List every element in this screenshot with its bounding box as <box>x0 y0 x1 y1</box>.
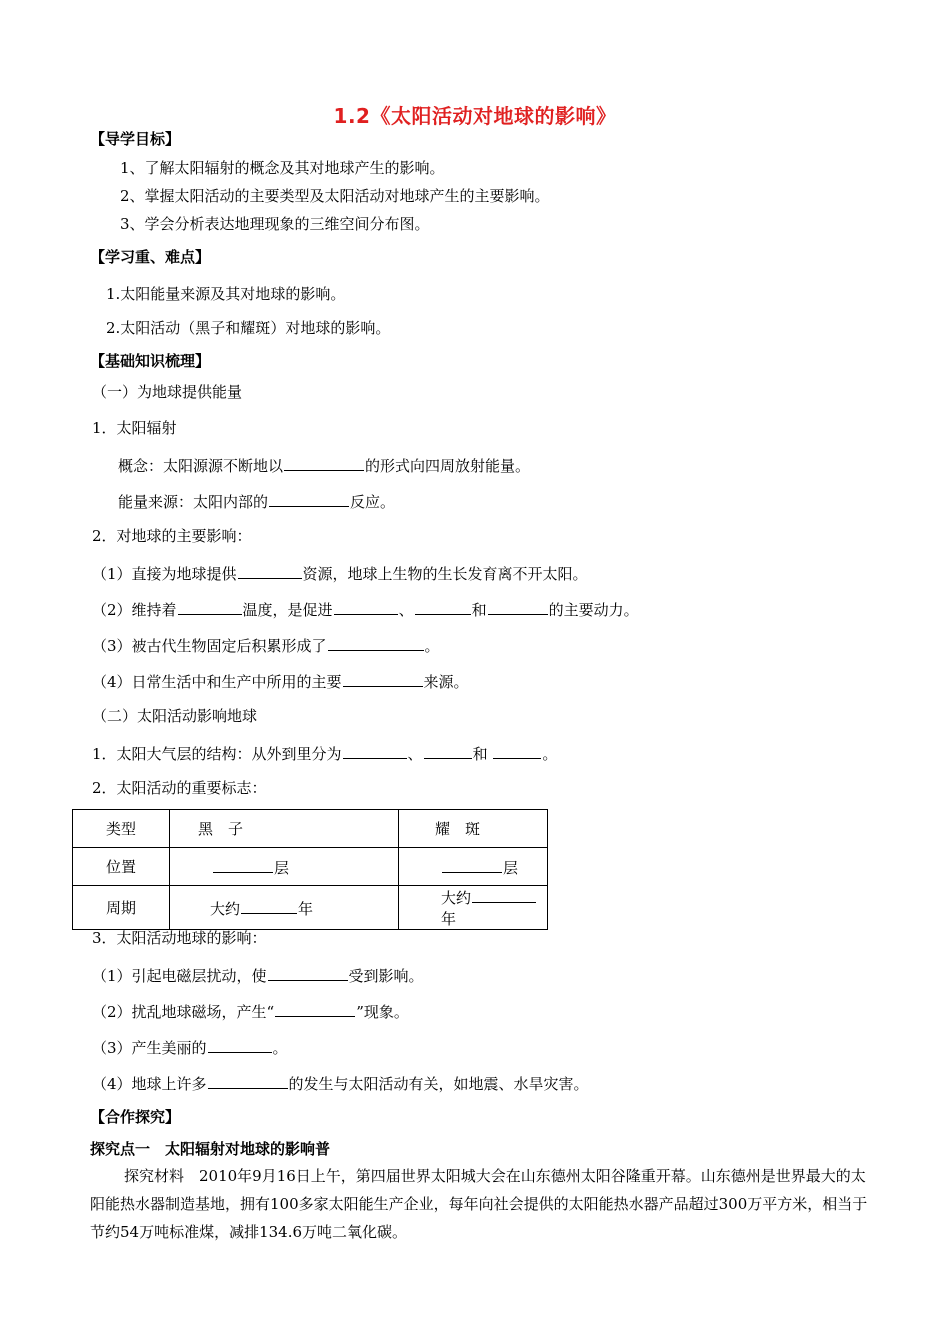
atmo-blank-3[interactable] <box>493 742 541 759</box>
inf2-text-2: 温度，是促进 <box>242 601 333 619</box>
energy-text-1: 能量来源：太阳内部的 <box>118 493 269 511</box>
table-cell-type: 类型 <box>73 810 170 848</box>
influence-2 <box>92 598 639 620</box>
table-cell-flare-position <box>399 848 548 886</box>
concept-text-2: 的形式向四周放射能量。 <box>365 457 531 475</box>
energy-text-2: 反应。 <box>350 493 396 511</box>
table-cell-sunspot-period <box>170 886 399 930</box>
table-cell-flare-period <box>399 886 548 930</box>
part2-title: （二）太阳活动影响地球 <box>92 707 258 725</box>
flare-layer-blank[interactable] <box>442 856 502 873</box>
table-cell-position-label: 位置 <box>73 848 170 886</box>
concept-line <box>118 454 530 476</box>
eff1-blank[interactable] <box>268 964 348 981</box>
eff4-blank[interactable] <box>208 1072 288 1089</box>
table-row-header <box>73 810 548 848</box>
eff4-text-1: （4）地球上许多 <box>92 1075 207 1093</box>
atmosphere-line <box>92 742 557 764</box>
atmo-text-4: 。 <box>542 745 558 763</box>
sunspot-layer-text: 层 <box>274 858 290 877</box>
marks-title: 2．太阳活动的重要标志： <box>92 779 267 797</box>
goals-heading: 【导学目标】 <box>90 130 181 148</box>
inf1-blank[interactable] <box>238 562 302 579</box>
eff3-text-1: （3）产生美丽的 <box>92 1039 207 1057</box>
concept-blank[interactable] <box>284 454 364 471</box>
effect-3 <box>92 1036 288 1058</box>
flare-period-blank[interactable] <box>472 886 536 903</box>
flare-period-unit: 年 <box>441 910 457 928</box>
goal-item-2: 2、掌握太阳活动的主要类型及太阳活动对地球产生的主要影响。 <box>120 187 550 205</box>
eff4-text-2: 的发生与太阳活动有关，如地震、水旱灾害。 <box>288 1075 589 1093</box>
goal-item-1: 1、了解太阳辐射的概念及其对地球产生的影响。 <box>120 159 445 177</box>
effect-1 <box>92 964 424 986</box>
atmo-blank-2[interactable] <box>424 742 472 759</box>
eff2-text-2: ”现象。 <box>356 1003 409 1021</box>
inf2-text-4: 和 <box>471 601 487 619</box>
sunspot-period-unit: 年 <box>298 899 314 918</box>
inf1-text-2: 资源，地球上生物的生长发育离不开太阳。 <box>302 565 588 583</box>
table-cell-sunspot: 黑 子 <box>170 810 399 848</box>
explore-heading: 【合作探究】 <box>90 1108 181 1126</box>
goal-item-3: 3、学会分析表达地理现象的三维空间分布图。 <box>120 215 430 233</box>
flare-period-prefix: 大约 <box>441 889 472 907</box>
keypoints-heading: 【学习重、难点】 <box>90 248 211 266</box>
inf2-text-5: 的主要动力。 <box>548 601 639 619</box>
table-cell-period-label: 周期 <box>73 886 170 930</box>
energy-line <box>118 490 395 512</box>
atmo-text-3: 和 <box>472 745 488 763</box>
eff1-text-1: （1）引起电磁层扰动，使 <box>92 967 267 985</box>
part1-title: （一）为地球提供能量 <box>92 383 243 401</box>
inf2-blank-1[interactable] <box>178 598 242 615</box>
inf2-blank-3[interactable] <box>415 598 471 615</box>
effects-title: 3．太阳活动地球的影响： <box>92 929 267 947</box>
table-cell-sunspot-position <box>170 848 399 886</box>
inf4-text-1: （4）日常生活中和生产中所用的主要 <box>92 673 342 691</box>
eff3-text-2: 。 <box>272 1039 288 1057</box>
explore-point-1: 探究点一 太阳辐射对地球的影响普 <box>90 1140 331 1158</box>
sunspot-period-blank[interactable] <box>241 897 297 914</box>
solar-activity-table <box>72 809 548 930</box>
eff1-text-2: 受到影响。 <box>348 967 424 985</box>
inf2-text-1: （2）维持着 <box>92 601 177 619</box>
concept-text-1: 概念：太阳源源不断地以 <box>118 457 284 475</box>
inf4-blank[interactable] <box>343 670 423 687</box>
atmo-blank-1[interactable] <box>343 742 407 759</box>
flare-layer-text: 层 <box>503 858 519 877</box>
eff2-text-1: （2）扰乱地球磁场，产生“ <box>92 1003 275 1021</box>
influence-3 <box>92 634 440 656</box>
eff2-blank[interactable] <box>275 1000 355 1017</box>
inf3-blank[interactable] <box>328 634 424 651</box>
effect-2 <box>92 1000 409 1022</box>
table-row-period <box>73 886 548 930</box>
radiation-title: 1．太阳辐射 <box>92 419 177 437</box>
basics-heading: 【基础知识梳理】 <box>90 352 211 370</box>
explore-material: 探究材料 2010年9月16日上午，第四届世界太阳城大会在山东德州太阳谷隆重开幕。山东德州是世界最大的太阳能热水器制造基地，拥有100多家太阳能生产企业，每年向社会提供的太阳能热水器产品超过300万平方米，相当于节约54万吨标准煤，减排134.6万吨二氧化碳。 <box>90 1167 868 1241</box>
effect-4 <box>92 1072 589 1094</box>
inf3-text-1: （3）被古代生物固定后积累形成了 <box>92 637 327 655</box>
inf2-text-3: 、 <box>398 601 414 619</box>
sunspot-period-prefix: 大约 <box>210 899 241 918</box>
keypoint-item-1: 1.太阳能量来源及其对地球的影响。 <box>106 285 346 303</box>
document-title: 1.2《太阳活动对地球的影响》 <box>333 104 617 128</box>
table-row-position <box>73 848 548 886</box>
influence-title: 2．对地球的主要影响： <box>92 527 252 545</box>
influence-4 <box>92 670 469 692</box>
energy-blank[interactable] <box>269 490 349 507</box>
inf1-text-1: （1）直接为地球提供 <box>92 565 237 583</box>
influence-1 <box>92 562 588 584</box>
table-cell-flare: 耀 斑 <box>399 810 548 848</box>
inf3-text-2: 。 <box>424 637 440 655</box>
atmo-text-2: 、 <box>407 745 423 763</box>
inf2-blank-4[interactable] <box>488 598 548 615</box>
eff3-blank[interactable] <box>208 1036 272 1053</box>
sunspot-layer-blank[interactable] <box>213 856 273 873</box>
inf4-text-2: 来源。 <box>423 673 469 691</box>
keypoint-item-2: 2.太阳活动（黑子和耀斑）对地球的影响。 <box>106 319 391 337</box>
inf2-blank-2[interactable] <box>334 598 398 615</box>
atmo-text-1: 1．太阳大气层的结构：从外到里分为 <box>92 745 342 763</box>
